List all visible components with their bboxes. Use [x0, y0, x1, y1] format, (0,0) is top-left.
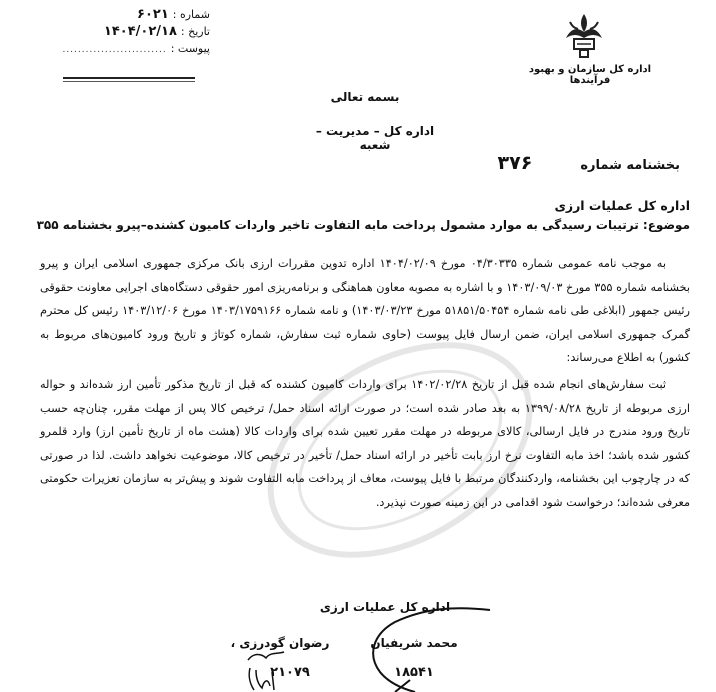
signer2-code: ۲۱۰۷۹	[270, 665, 310, 680]
letter-body	[40, 252, 690, 515]
recipient-header: اداره کل – مدیریت – شعبه	[315, 124, 435, 152]
subject-line: موضوع: ترتیبات رسیدگی به موارد مشمول پرداخت مابه التفاوت تاخیر واردات کامیون کشنده–پیرو بخشنامه ۳۵۵	[36, 218, 690, 232]
organization-name: اداره کل سازمان و بهبود فرآیندها	[528, 64, 652, 86]
attachment-value: ...........................	[62, 45, 167, 55]
meta-divider-thin	[63, 81, 195, 82]
date-label: تاریخ :	[180, 25, 210, 38]
meta-divider	[63, 77, 195, 79]
number-value: ۶۰۲۱	[137, 7, 169, 22]
sender-department: اداره کل عملیات ارزی	[554, 198, 690, 213]
signer1-name: محمد شریفیان	[370, 636, 458, 650]
date-row	[70, 23, 210, 40]
attachment-row	[62, 40, 210, 59]
body-paragraph: به موجب نامه عمومی شماره ۰۴/۳۰۳۳۵ مورخ ۱۴۰۴/۰۲/۰۹ اداره تدوین مقررات ارزی بانک مرکزی جمهوری اسلامی ایران و پیرو بخشنامه شماره ۳۵۵ مورخ ۱۴۰۳/۰۹/۰۳ و با اشاره به مصوبه معاون هماهنگی و برنامه‌ریزی امور حقوقی دستگاه‌های اجرایی معاونت حقوقی رئیس جمهور (ابلاغی طی نامه شماره ۵۱۸۵۱/۵۰۴۵۴ مورخ ۱۴۰۳/۰۳/۲۳) و نامه شماره ۱۴۰۳/۱۷۵۹۱۶۶ مورخ ۱۴۰۳/۱۲/۰۶ رئیس کل محترم گمرک جمهوری اسلامی ایران، ضمن ارسال فایل پیوست (حاوی شماره ثبت سفارش، شماره کوتاژ و تاریخ ورود کامیون‌های مربوط به کشور) به اطلاع می‌رساند:	[40, 257, 690, 365]
circular-number-line	[360, 152, 680, 174]
invocation-heading: بسمه تعالی	[330, 90, 400, 104]
body-paragraph: ثبت سفارش‌های انجام شده قبل از تاریخ ۱۴۰۲/۰۲/۲۸ برای واردات کامیون کشنده که قبل از تاریخ مذکور تأمین ارز شده‌اند و حواله ارزی مربوطه از تاریخ ۱۳۹۹/۰۸/۲۸ به بعد صادر شده است؛ در صورت ارائه اسناد حمل/ ترخیص کالا پس از مهلت مقرر، چنان‌چه حسب تاریخ ورود مندرج در فایل ارسالی، کالای مربوطه در مهلت مقرر تعیین شده برای واردات کالا (هشت ماه از تاریخ تأمین ارز) وارد قلمرو کشور شده باشد؛ اخذ مابه التفاوت نرخ ارز بابت تأخیر در ارائه اسناد حمل/ تأخیر در ترخیص کالا، موضوعیت نخواهد داشت. لذا در صورتی که در چارچوب این بخشنامه، واردکنندگان مرتبط با فایل پیوست، معاف از پرداخت مابه التفاوت شوند و پیش‌تر به سازمان تعزیرات حکومتی معرفی شده‌اند؛ درخواست شود اقدامی در این زمینه صورت نپذیرد.	[40, 377, 690, 509]
circular-label: بخشنامه شماره	[580, 158, 680, 173]
signer1-code: ۱۸۵۴۱	[394, 665, 434, 680]
bank-emblem-icon	[560, 12, 608, 60]
letter-meta	[62, 6, 210, 59]
signer2-name: رضوان گودرزی ،	[230, 636, 330, 650]
number-label: شماره :	[172, 8, 210, 21]
date-value: ۱۴۰۴/۰۲/۱۸	[103, 24, 177, 39]
signature-department: اداره کل عملیات ارزی	[319, 600, 451, 614]
number-row	[70, 6, 210, 23]
circular-number: ۳۷۶	[497, 152, 533, 174]
attachment-label: پیوست :	[170, 42, 210, 55]
